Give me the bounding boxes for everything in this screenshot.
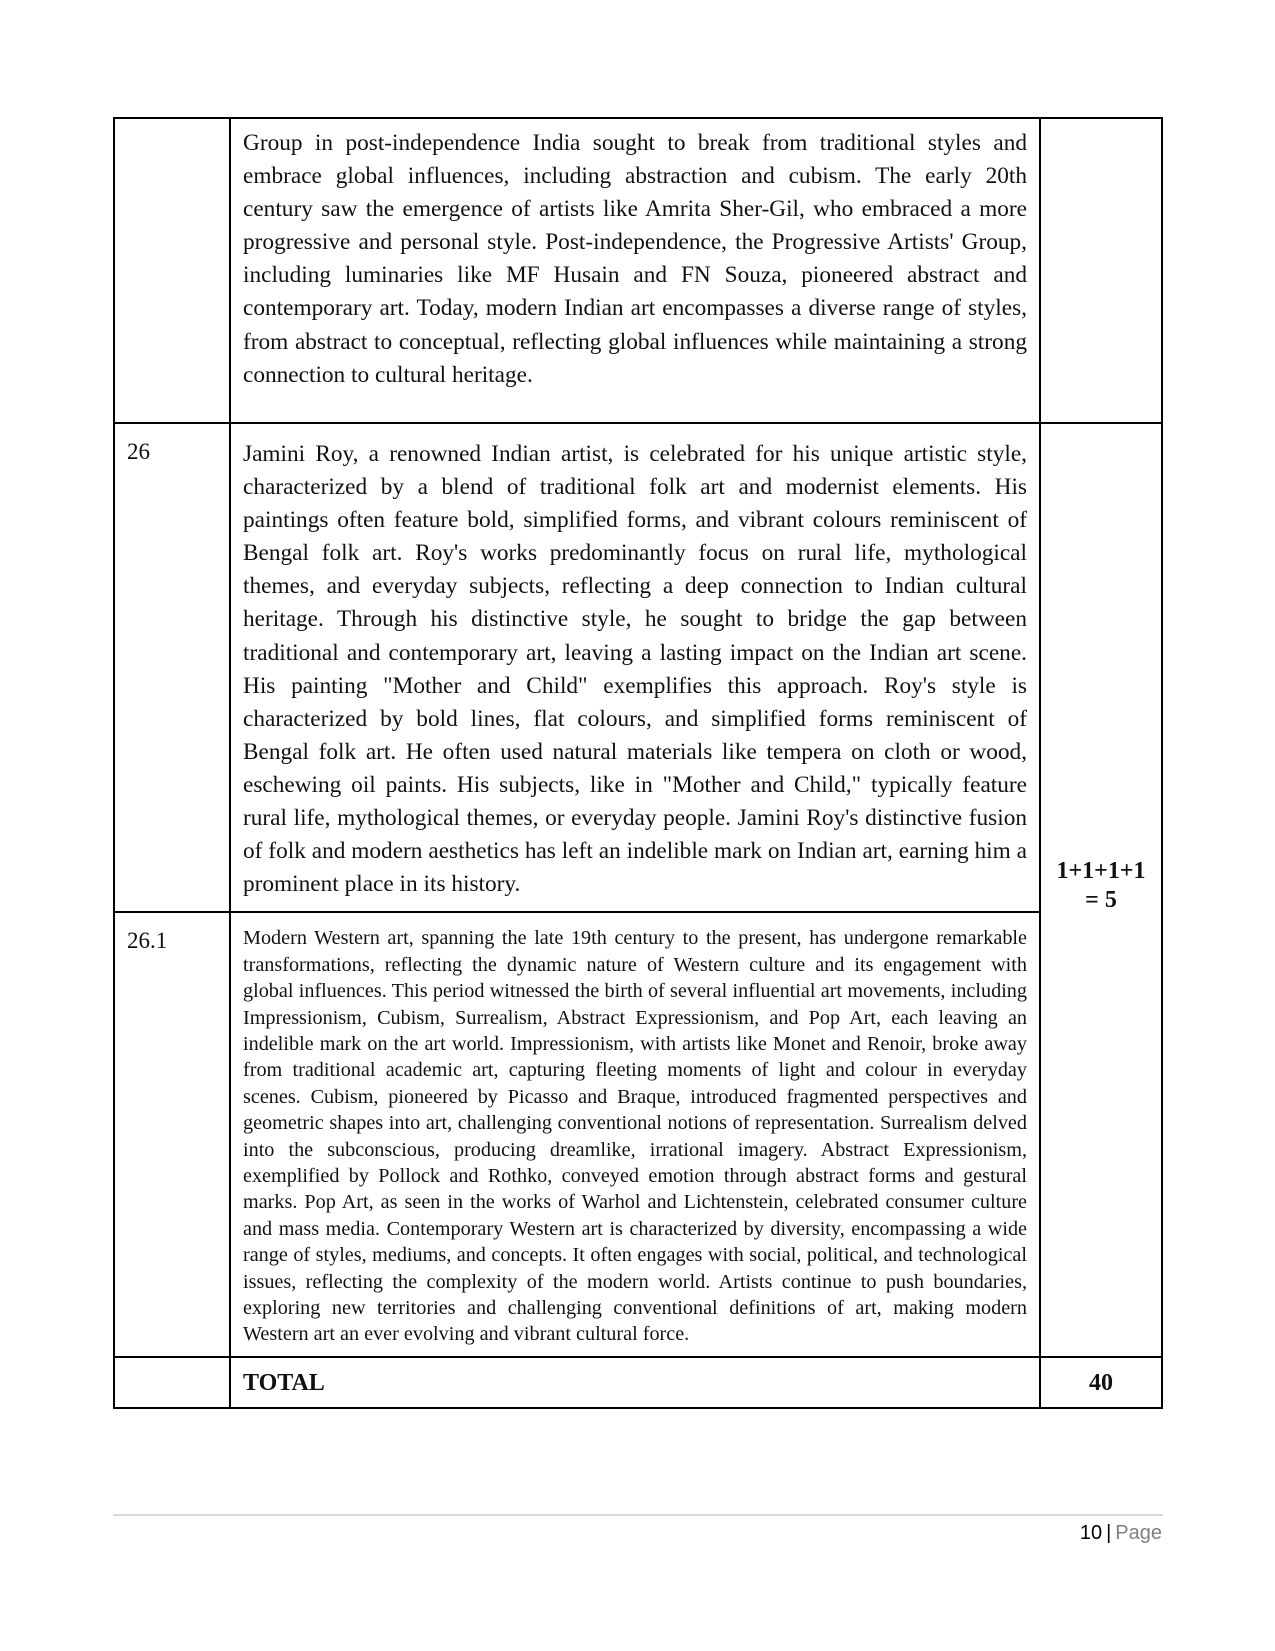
answer-text-cell: Modern Western art, spanning the late 19th century to the present, has undergone remarkable transformations, reflecting the dynamic nature of Western culture and its engagement with global influences. This period witnessed the birth of several influential art movements, including Impressionism, Cubism, Surrealism, Abstract Expressionism, and Pop Art, each leaving an indelible mark on the art world. Impressionism, with artists like Monet and Renoir, broke away from traditional academic art, capturing fleeting moments of light and colour in everyday scenes. Cubism, pioneered by Picasso and Braque, introduced fragmented perspectives and geometric shapes into art, challenging conventional notions of representation. Surrealism delved into the subconscious, producing dreamlike, irrational imagery. Abstract Expressionism, exemplified by Pollock and Rothko, conveyed emotion through abstract forms and gestural marks. Pop Art, as seen in the works of Warhol and Lichtenstein, celebrated consumer culture and mass media. Contemporary Western art is characterized by diversity, encompassing a wide range of styles, mediums, and concepts. It often engages with social, political, and technological issues, reflecting the complexity of the modern world. Artists continue to push boundaries, exploring new territories and challenging conventional definitions of art, making modern Western art an ever evolving and vibrant cultural force. (230, 912, 1040, 1357)
answer-key-table (113, 117, 1163, 1409)
marks-breakdown (1041, 857, 1161, 915)
marks-cell (1040, 118, 1162, 423)
table-row (114, 912, 1162, 1357)
marks-line-2: = 5 (1085, 886, 1117, 913)
page-footer (1080, 1522, 1162, 1545)
empty-cell (114, 1357, 230, 1408)
total-label: TOTAL (230, 1357, 1040, 1408)
footer-separator: | (1106, 1522, 1112, 1544)
marks-line-1: 1+1+1+1 (1056, 857, 1146, 884)
table-row (114, 118, 1162, 423)
marks-cell (1040, 423, 1162, 1357)
footer-divider (113, 1514, 1163, 1516)
question-number-cell (114, 118, 230, 423)
total-value: 40 (1040, 1357, 1162, 1408)
total-row (114, 1357, 1162, 1408)
page-label: Page (1115, 1522, 1162, 1544)
answer-text-cell: Group in post-independence India sought to break from traditional styles and embrace global influences, including abstraction and cubism. The early 20th century saw the emergence of artists like Amrita Sher-Gil, who embraced a more progressive and personal style. Post-independence, the Progressive Artists' Group, including luminaries like MF Husain and FN Souza, pioneered abstract and contemporary art. Today, modern Indian art encompasses a diverse range of styles, from abstract to conceptual, reflecting global influences while maintaining a strong connection to cultural heritage. (230, 118, 1040, 423)
page-number: 10 (1079, 1522, 1103, 1544)
answer-text-cell: Jamini Roy, a renowned Indian artist, is celebrated for his unique artistic style, characterized by a blend of traditional folk art and modernist elements. His paintings often feature bold, simplified forms, and vibrant colours reminiscent of Bengal folk art. Roy's works predominantly focus on rural life, mythological themes, and everyday subjects, reflecting a deep connection to Indian cultural heritage. Through his distinctive style, he sought to bridge the gap between traditional and contemporary art, leaving a lasting impact on the Indian art scene. His painting "Mother and Child" exemplifies this approach. Roy's style is characterized by bold lines, flat colours, and simplified forms reminiscent of Bengal folk art. He often used natural materials like tempera on cloth or wood, eschewing oil paints. His subjects, like in "Mother and Child," typically feature rural life, mythological themes, or everyday people. Jamini Roy's distinctive fusion of folk and modern aesthetics has left an indelible mark on Indian art, earning him a prominent place in its history. (230, 423, 1040, 912)
question-number-cell: 26 (114, 423, 230, 912)
table-row (114, 423, 1162, 912)
question-number-cell: 26.1 (114, 912, 230, 1357)
